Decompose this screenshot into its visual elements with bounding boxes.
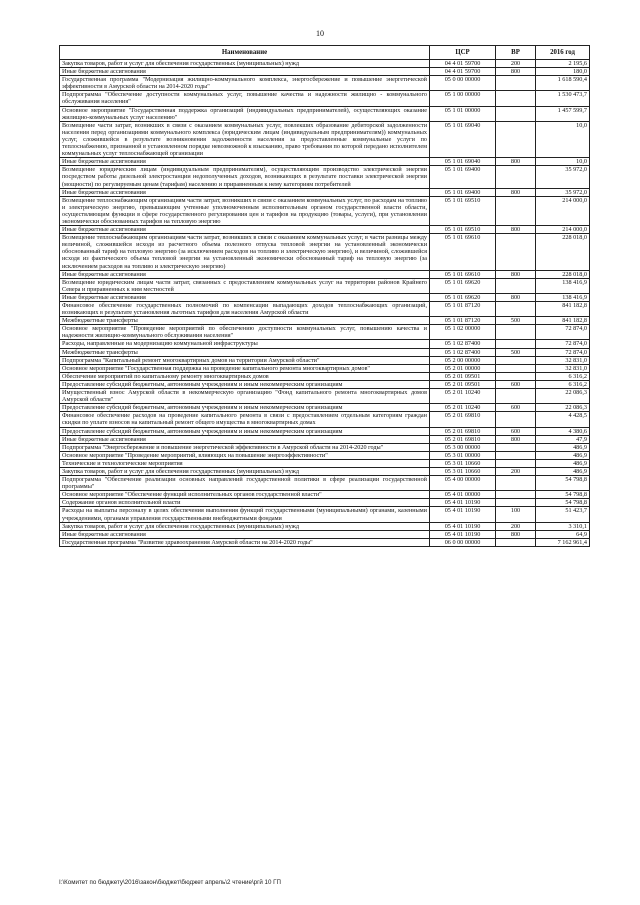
row-csr: 05 2 01 69810 (430, 412, 496, 427)
table-row (60, 451, 590, 459)
row-amount: 2 195,6 (536, 60, 590, 68)
row-csr: 05 1 01 69610 (430, 270, 496, 278)
row-vr (496, 166, 536, 188)
row-name: Подпрограмма "Капитальный ремонт многоквартирных домов на территории Амурской области" (60, 356, 430, 364)
row-csr: 05 1 02 00000 (430, 325, 496, 340)
row-csr: 05 2 00 00000 (430, 356, 496, 364)
row-csr: 05 2 01 09501 (430, 372, 496, 380)
row-name: Закупка товаров, работ и услуг для обеспечения государственных (муниципальных) нужд (60, 467, 430, 475)
row-vr (496, 356, 536, 364)
table-row (60, 302, 590, 317)
row-name: Основное мероприятие "Проведение мероприятий, влияющих на повышение энергоэффективности" (60, 451, 430, 459)
row-amount: 228 018,0 (536, 234, 590, 270)
row-csr: 06 0 00 00000 (430, 538, 496, 546)
row-amount: 3 310,1 (536, 522, 590, 530)
row-amount: 54 798,8 (536, 491, 590, 499)
row-amount: 4 428,5 (536, 412, 590, 427)
row-vr: 800 (496, 435, 536, 443)
table-row (60, 356, 590, 364)
row-csr: 04 4 01 59700 (430, 60, 496, 68)
table-row (60, 278, 590, 293)
row-vr: 600 (496, 427, 536, 435)
table-row (60, 522, 590, 530)
row-amount: 22 086,3 (536, 389, 590, 404)
row-vr (496, 196, 536, 225)
row-vr (496, 302, 536, 317)
row-amount: 486,9 (536, 443, 590, 451)
header-name: Наименование (60, 46, 430, 60)
row-name: Закупка товаров, работ и услуг для обеспечения государственных (муниципальных) нужд (60, 60, 430, 68)
table-row (60, 435, 590, 443)
table-body (60, 60, 590, 547)
row-vr (496, 91, 536, 106)
row-name: Подпрограмма "Обеспечение реализации основных направлений государственной политики в сфере реализации государственной программы" (60, 476, 430, 491)
table-row (60, 158, 590, 166)
file-path-footer: I:\Комитет по бюджету\2016\закон\бюджет\бюджет апрель\2 чтение\ргй 10 ГП (59, 879, 281, 886)
table-row (60, 121, 590, 157)
row-name: Иные бюджетные ассигнования (60, 435, 430, 443)
row-name: Возмещение части затрат, возникших в связи с оказанием коммунальных услуг, повлекших образование дебиторской задолженности населения перед организациями коммунального комплекса (юридическим лицам (индивидуальным предпринимателям)) коммунальных услуг, сложившейся в результате возникновения задолженности населения за предоставленные коммунальные услуги по теплоснабжению, признанной в установленном порядке невозможной к взысканию, право требования по которой передано исполнителем коммунальных услуг теплоснабжающей организации (60, 121, 430, 157)
table-row (60, 507, 590, 522)
row-amount: 72 874,0 (536, 348, 590, 356)
row-csr: 05 4 00 00000 (430, 476, 496, 491)
page-number: 10 (316, 29, 324, 38)
row-amount: 138 416,9 (536, 293, 590, 301)
budget-table (59, 45, 590, 547)
row-amount: 214 000,0 (536, 226, 590, 234)
table-row (60, 538, 590, 546)
table-row (60, 459, 590, 467)
row-csr: 05 4 01 10190 (430, 507, 496, 522)
row-amount: 1 530 473,7 (536, 91, 590, 106)
row-amount: 35 972,0 (536, 188, 590, 196)
row-amount: 138 416,9 (536, 278, 590, 293)
row-name: Государственная программа "Модернизация жилищно-коммунального комплекса, энергосбережение и повышение энергетической эффективности в Амурской области на 2014-2020 годы" (60, 76, 430, 91)
row-vr: 500 (496, 317, 536, 325)
row-vr: 200 (496, 467, 536, 475)
table-row (60, 188, 590, 196)
row-amount: 72 874,0 (536, 325, 590, 340)
row-vr: 600 (496, 404, 536, 412)
table-row (60, 226, 590, 234)
table-row (60, 270, 590, 278)
row-csr: 05 2 01 69810 (430, 435, 496, 443)
row-name: Межбюджетные трансферты (60, 317, 430, 325)
row-name: Подпрограмма "Обеспечение доступности коммунальных услуг, повышение качества и надежности жилищно - коммунального обслуживания населения" (60, 91, 430, 106)
row-vr (496, 372, 536, 380)
row-amount: 22 086,3 (536, 404, 590, 412)
table-row (60, 234, 590, 270)
row-vr (496, 325, 536, 340)
row-name: Предоставление субсидий бюджетным, автономным учреждениям и иным некоммерческим организациям (60, 404, 430, 412)
row-name: Иные бюджетные ассигнования (60, 270, 430, 278)
row-csr: 05 1 02 87400 (430, 348, 496, 356)
row-name: Имущественный взнос Амурской области в некоммерческую организацию "Фонд капитального ремонта многоквартирных домов Амурской области" (60, 389, 430, 404)
row-vr (496, 412, 536, 427)
row-vr (496, 106, 536, 121)
table-row (60, 68, 590, 76)
header-csr: ЦСР (430, 46, 496, 60)
row-csr: 05 3 01 10660 (430, 467, 496, 475)
table-row (60, 325, 590, 340)
table-row (60, 427, 590, 435)
table-row (60, 348, 590, 356)
row-name: Возмещение теплоснабжающим организациям части затрат, возникших в связи с оказанием коммунальных услуг, в части разницы между величиной, сложившейся исходя из расчетного объема полезного отпуска тепловой энергии на установленный экономически обоснованный тариф на тепловую энергию (за исключением расходов на топливо и электрическую энергию), и величиной, сложившейся исходя из фактического объема тепловой энергии на установленный экономически обоснованный тариф на тепловую энергию (за исключением расходов на топливо и электрическую энергию) (60, 234, 430, 270)
row-vr (496, 451, 536, 459)
row-amount: 1 618 590,4 (536, 76, 590, 91)
row-csr: 05 1 01 00000 (430, 106, 496, 121)
row-vr: 600 (496, 380, 536, 388)
row-csr: 05 1 01 69400 (430, 166, 496, 188)
row-name: Иные бюджетные ассигнования (60, 188, 430, 196)
row-vr (496, 499, 536, 507)
table-row (60, 389, 590, 404)
row-vr (496, 278, 536, 293)
table-row (60, 530, 590, 538)
table-header-row (60, 46, 590, 60)
row-csr: 05 1 01 69610 (430, 234, 496, 270)
table-row (60, 166, 590, 188)
row-vr (496, 364, 536, 372)
row-vr: 200 (496, 60, 536, 68)
row-name: Финансовое обеспечение расходов на проведение капитального ремонта в связи с предоставлением отдельным категориям граждан скидки по уплате взносов на капитальный ремонт общего имущества в многоквартирных домах (60, 412, 430, 427)
row-name: Возмещение юридическим лицам части затрат, связанных с предоставлением коммунальных услуг на территории районов Крайнего Севера и приравненных к ним местностей (60, 278, 430, 293)
row-csr: 05 1 01 69400 (430, 188, 496, 196)
row-amount: 486,9 (536, 467, 590, 475)
row-name: Технические и технологические мероприятия (60, 459, 430, 467)
row-name: Иные бюджетные ассигнования (60, 530, 430, 538)
row-name: Расходы на выплаты персоналу в целях обеспечения выполнения функций государственными (муниципальными) органами, казенными учреждениями, органами управления государственными внебюджетными фондами (60, 507, 430, 522)
row-vr (496, 76, 536, 91)
row-vr: 800 (496, 530, 536, 538)
table-row (60, 372, 590, 380)
row-name: Иные бюджетные ассигнования (60, 293, 430, 301)
row-csr: 05 1 02 87400 (430, 340, 496, 348)
table-row (60, 380, 590, 388)
row-name: Содержание органов исполнительной власти (60, 499, 430, 507)
header-amount: 2016 год (536, 46, 590, 60)
row-csr: 05 4 01 10190 (430, 522, 496, 530)
table-row (60, 106, 590, 121)
row-csr: 05 1 01 87120 (430, 302, 496, 317)
table-row (60, 412, 590, 427)
row-vr: 100 (496, 507, 536, 522)
row-csr: 05 4 01 10190 (430, 530, 496, 538)
row-vr (496, 459, 536, 467)
row-amount: 10,0 (536, 158, 590, 166)
row-vr: 800 (496, 270, 536, 278)
row-name: Возмещение юридическим лицам (индивидуальным предпринимателям), осуществляющим производство электрической энергии посредством работы дизельной электростанции недополученных доходов, возникающих в результате поставки электрической энергии (мощности) по регулируемым ценам (тарифам) населению и приравненным к нему категориям потребителей (60, 166, 430, 188)
table-row (60, 467, 590, 475)
row-csr: 05 1 01 69510 (430, 226, 496, 234)
row-name: Иные бюджетные ассигнования (60, 158, 430, 166)
row-name: Возмещение теплоснабжающим организациям части затрат, возникших в связи с оказанием коммунальных услуг, по расходам на топливо и электрическую энергию, превышающим учтенные уполномоченным исполнительным органом государственной власти области, осуществляющим функции в сфере государственного регулирования цен и тарифов на продукцию (товары, услуги), при установлении экономически обоснованных тарифов на тепловую энергию (60, 196, 430, 225)
row-csr: 05 2 01 69810 (430, 427, 496, 435)
table-row (60, 196, 590, 225)
row-amount: 4 380,6 (536, 427, 590, 435)
row-csr: 05 2 01 00000 (430, 364, 496, 372)
row-amount: 228 018,0 (536, 270, 590, 278)
row-vr (496, 340, 536, 348)
table-row (60, 317, 590, 325)
row-csr: 05 3 01 10660 (430, 459, 496, 467)
table-row (60, 491, 590, 499)
row-vr: 800 (496, 188, 536, 196)
row-amount: 10,0 (536, 121, 590, 157)
table-row (60, 499, 590, 507)
table-row (60, 364, 590, 372)
row-amount: 64,9 (536, 530, 590, 538)
row-name: Основное мероприятие "Государственная поддержка на проведение капитального ремонта многоквартирных домов" (60, 364, 430, 372)
table-row (60, 404, 590, 412)
table-row (60, 76, 590, 91)
row-csr: 05 4 01 10190 (430, 499, 496, 507)
row-vr (496, 389, 536, 404)
row-amount: 54 798,8 (536, 499, 590, 507)
row-csr: 05 0 00 00000 (430, 76, 496, 91)
row-vr: 800 (496, 158, 536, 166)
row-amount: 7 162 961,4 (536, 538, 590, 546)
row-vr: 500 (496, 348, 536, 356)
row-amount: 6 316,2 (536, 372, 590, 380)
row-name: Межбюджетные трансферты (60, 348, 430, 356)
row-csr: 05 1 01 69040 (430, 158, 496, 166)
row-amount: 486,9 (536, 459, 590, 467)
row-amount: 47,9 (536, 435, 590, 443)
row-name: Финансовое обеспечение государственных полномочий по компенсации выпадающих доходов теплоснабжающих организаций, возникающих в результате установления льготных тарифов для населения Амурской области (60, 302, 430, 317)
row-csr: 05 1 00 00000 (430, 91, 496, 106)
row-name: Государственная программа "Развитие здравоохранения Амурской области на 2014-2020 годы" (60, 538, 430, 546)
table-row (60, 60, 590, 68)
row-csr: 05 2 01 10240 (430, 389, 496, 404)
row-amount: 486,9 (536, 451, 590, 459)
table-row (60, 476, 590, 491)
row-amount: 6 316,2 (536, 380, 590, 388)
row-csr: 05 1 01 69510 (430, 196, 496, 225)
row-csr: 05 2 01 10240 (430, 404, 496, 412)
row-csr: 05 3 01 00000 (430, 451, 496, 459)
table-row (60, 443, 590, 451)
row-name: Закупка товаров, работ и услуг для обеспечения государственных (муниципальных) нужд (60, 522, 430, 530)
row-vr (496, 234, 536, 270)
row-name: Иные бюджетные ассигнования (60, 226, 430, 234)
table-row (60, 91, 590, 106)
row-csr: 05 1 01 69040 (430, 121, 496, 157)
row-amount: 72 874,0 (536, 340, 590, 348)
table-row (60, 340, 590, 348)
row-amount: 214 000,0 (536, 196, 590, 225)
row-vr: 200 (496, 522, 536, 530)
row-amount: 180,0 (536, 68, 590, 76)
row-vr: 800 (496, 68, 536, 76)
row-name: Основное мероприятие "Обеспечение функций исполнительных органов государственной власти" (60, 491, 430, 499)
row-vr: 800 (496, 293, 536, 301)
row-csr: 05 4 01 00000 (430, 491, 496, 499)
row-vr: 800 (496, 226, 536, 234)
row-name: Предоставление субсидий бюджетным, автономным учреждениям и иным некоммерческим организациям (60, 380, 430, 388)
row-amount: 841 182,8 (536, 317, 590, 325)
row-amount: 51 423,7 (536, 507, 590, 522)
row-vr (496, 443, 536, 451)
row-vr (496, 476, 536, 491)
row-csr: 05 1 01 69620 (430, 278, 496, 293)
row-name: Предоставление субсидий бюджетным, автономным учреждениям и иным некоммерческим организациям (60, 427, 430, 435)
row-csr: 05 2 01 09501 (430, 380, 496, 388)
row-csr: 05 1 01 87120 (430, 317, 496, 325)
row-amount: 54 798,8 (536, 476, 590, 491)
row-csr: 04 4 01 59700 (430, 68, 496, 76)
row-name: Иные бюджетные ассигнования (60, 68, 430, 76)
row-name: Подпрограмма "Энергосбережение и повышение энергетической эффективности в Амурской области на 2014-2020 годы" (60, 443, 430, 451)
table-row (60, 293, 590, 301)
row-vr (496, 491, 536, 499)
row-amount: 35 972,0 (536, 166, 590, 188)
row-amount: 841 182,8 (536, 302, 590, 317)
header-vr: ВР (496, 46, 536, 60)
row-amount: 32 831,0 (536, 356, 590, 364)
row-name: Расходы, направленные на модернизацию коммунальной инфраструктуры (60, 340, 430, 348)
row-name: Обеспечение мероприятий по капитальному ремонту многоквартирных домов (60, 372, 430, 380)
row-vr (496, 538, 536, 546)
row-amount: 1 457 599,7 (536, 106, 590, 121)
row-name: Основное мероприятие "Государственная поддержка организаций (индивидуальных предпринимателей), осуществляющих оказание жилищно-коммунальных услуг населению" (60, 106, 430, 121)
row-csr: 05 3 00 00000 (430, 443, 496, 451)
row-name: Основное мероприятие "Проведение мероприятий по обеспечению доступности коммунальных услуг, повышению качества и надежности жилищно-коммунального обслуживания населения" (60, 325, 430, 340)
row-vr (496, 121, 536, 157)
row-csr: 05 1 01 69620 (430, 293, 496, 301)
row-amount: 32 831,0 (536, 364, 590, 372)
